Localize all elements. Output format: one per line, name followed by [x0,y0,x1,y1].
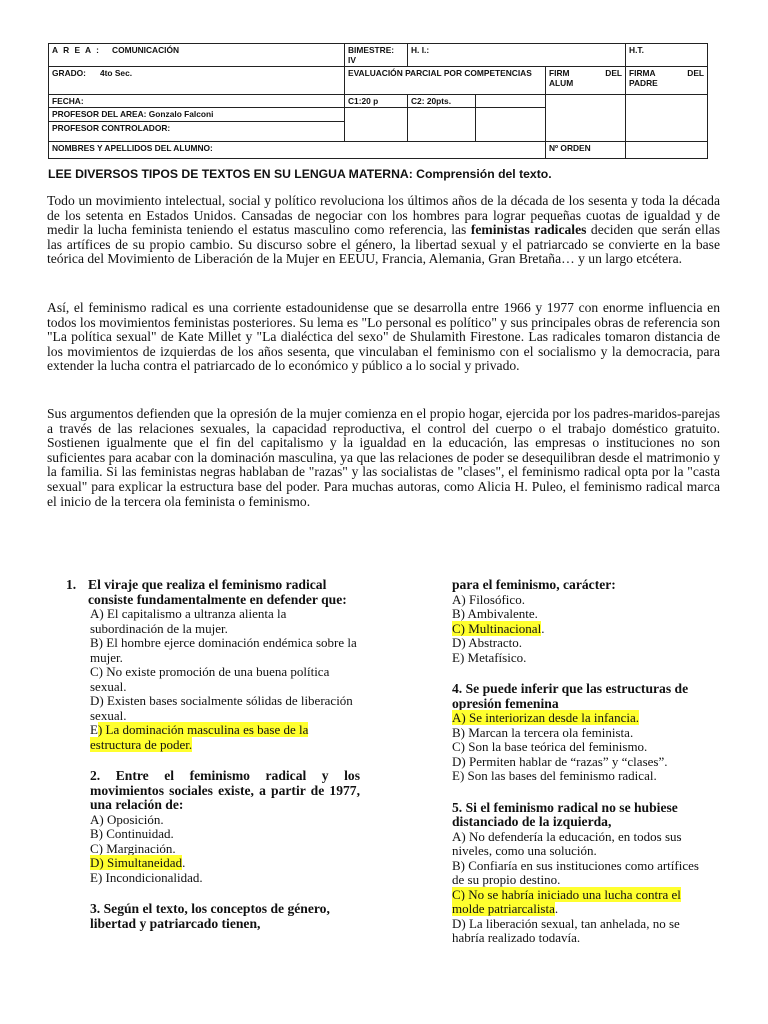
question-5-option-b: B) Confiaría en sus instituciones como artífices de su propio destino. [452,857,699,887]
question-2-option-c: C) Marginación. [90,840,176,856]
nombres-cell [49,142,546,159]
question-1-option-a: A) El capitalismo a ultranza alienta la subordinación de la mujer. [90,606,287,636]
profesor-controlador-label: PROFESOR CONTROLADOR: [52,123,171,133]
blank-cell-4 [345,108,408,142]
blank-cell-2 [546,95,626,142]
question-4-option-a-highlight: A) Se interiorizan desde la infancia. [452,710,639,725]
c2-label: C2: 20pts. [411,96,452,106]
c2-cell [408,95,476,108]
orden-cell [546,142,626,159]
question-5-option-c-end: . [554,901,559,916]
ht-label: H.T. [629,45,644,55]
question-3-stem: 3. Según el texto, los conceptos de género, libertad y patriarcado tienen, [90,901,330,931]
question-5 [452,801,714,946]
question-4-option-c: C) Son la base teórica del feminismo. [452,739,648,754]
question-2-option-b: B) Continuidad. [90,826,174,841]
question-1-stem [66,578,358,607]
question-2-option-d-highlight: D) Simultaneidad [90,855,183,870]
blank-cell-5 [408,108,476,142]
question-1-option-e-highlight: ) La dominación masculina es base de la estructura de poder. [90,722,309,752]
area-cell [49,44,345,67]
ht-cell [626,44,708,67]
question-2-option-e: E) Incondicionalidad. [90,869,203,885]
question-1-option-d: D) Existen bases socialmente sólidas de liberación sexual. [90,693,353,723]
question-1-option-b: B) El hombre ejerce dominación endémica sobre la mujer. [90,635,357,665]
grado-label: GRADO: [52,68,86,78]
evaluacion-cell [345,67,546,95]
question-2 [66,769,360,885]
blank-cell-6 [476,108,546,142]
question-2-option-d-end: . [182,855,186,870]
question-3-stem-continued: para el feminismo, carácter: [452,577,616,592]
question-5-option-a: A) No defendería la educación, en todos sus niveles, como una solución. [452,828,682,858]
question-5-option-d: D) La liberación sexual, tan anhelada, no se habría realizado todavía. [452,915,680,945]
question-5-option-c [452,888,714,917]
question-3-continued [452,578,722,665]
evaluacion-label: EVALUACIÓN PARCIAL POR COMPETENCIAS [348,68,532,78]
bimestre-label: BIMESTRE: [348,45,395,55]
firma-padre-label-2: DEL [687,68,705,78]
firma-alumno-label-3: ALUM [549,78,574,88]
blank-cell-3 [626,95,708,142]
area-label: A R E A : [52,45,101,55]
blank-cell-1 [476,95,546,108]
paragraph-1 [47,194,720,267]
orden-value-cell [626,142,708,159]
question-5-stem: 5. Si el feminismo radical no se hubiese distanciado de la izquierda, [452,799,678,829]
grado-value: 4to Sec. [99,68,133,78]
profesor-controlador-cell [49,122,345,142]
hi-label: H. I.: [411,45,430,55]
question-3-option-c-end: . [541,620,545,636]
grado-cell [49,67,345,95]
bimestre-value: IV [348,55,356,65]
question-4 [452,682,722,784]
question-1-option-c: C) No existe promoción de una buena política sexual. [90,664,330,694]
section-title: LEE DIVERSOS TIPOS DE TEXTOS EN SU LENGUA MATERNA: Comprensión del texto. [48,167,552,181]
question-3-option-b: B) Ambivalente. [452,606,538,621]
c1-label: C1:20 p [348,96,379,106]
firma-alumno-label-2: DEL [605,68,623,78]
question-1-text: El viraje que realiza el feminismo radical consiste fundamentalmente en defender que: [88,577,347,607]
question-3-option-c [452,622,722,637]
profesor-area-label: PROFESOR DEL AREA: Gonzalo Falconi [52,109,214,119]
question-2-option-a: A) Oposición. [90,811,164,827]
question-1-number: 1. [66,577,77,592]
bimestre-cell [345,44,408,67]
question-2-stem: 2. Entre el feminismo radical y los movimientos sociales existe, a partir de 1977, una relación de: [90,768,360,812]
paragraph-3: Sus argumentos defienden que la opresión de la mujer comienza en el propio hogar, ejercida por los padres-maridos-parejas a través de las relaciones sexuales, la capacidad reproductiva, el control del cuerpo o el trabajo doméstico gratuito. Sostienen igualmente que el fin del capitalismo y la igualdad en la educación, las empresas o instituciones no son suficientes para acabar con la dominación masculina, ya que las relaciones de poder se desequilibran desde el matrimonio y la familia. Si las feministas negras hablaban de "razas" y las socialistas de "clases", el feminismo radical opta por la "casta sexual" para explicar la estructura base del poder. Para muchas autoras, como Alicia H. Puleo, el feminismo radical marca el inicio de la tercera ola feminista o feminismo. [47,406,720,509]
orden-label: Nº ORDEN [549,143,591,153]
fecha-label: FECHA: [52,96,84,106]
question-1 [66,578,358,752]
question-4-option-e: E) Son las bases del feminismo radical. [452,768,657,783]
area-value: COMUNICACIÓN [112,45,180,55]
nombres-label: NOMBRES Y APELLIDOS DEL ALUMNO: [52,143,213,153]
firma-alumno-cell [546,67,626,95]
firma-padre-cell [626,67,708,95]
question-3-option-c-highlight: C) Multinacional [452,620,542,636]
question-4-option-a [452,711,722,726]
firma-padre-label-1: FIRMA [629,68,656,78]
hi-cell [408,44,626,67]
question-1-option-e-prefix: E [90,722,98,737]
paragraph-1-text-a: Todo un movimiento intelectual, social y político revoluciona los últimos años de la década de los sesenta y toda la década de los setenta en Estados Unidos. Cansadas de negociar con los hombres para lograr pequeñas cuotas de igualdad y de medir la lucha feminista teniendo el estatus masculino como referencia, las [47,193,720,238]
fecha-cell [49,95,345,108]
question-2-option-d [90,856,360,871]
question-3-option-e: E) Metafísico. [452,649,527,665]
question-5-option-c-highlight: C) No se habría iniciado una lucha contra el molde patriarcalista [452,886,681,916]
firma-alumno-label-1: FIRM [549,68,570,78]
question-4-stem: 4. Se puede inferir que las estructuras de opresión femenina [452,681,689,711]
c1-cell [345,95,408,108]
profesor-area-cell [49,108,345,122]
header-table [48,43,708,159]
questions-right-column [452,578,722,946]
question-3-option-d: D) Abstracto. [452,635,523,650]
question-1-option-e [90,723,358,752]
paragraph-2: Así, el feminismo radical es una corriente estadounidense que se desarrolla entre 1966 y 1977 con enorme influencia en todos los movimientos feministas posteriores. Su lema es "Lo personal es político" y sus principales obras de referencia son "La política sexual" de Kate Millet y "La dialéctica del sexo" de Shulamith Firestone. Las radicales tomaron distancia de los movimientos de izquierdas de los años sesenta, que vinculaban el feminismo con el socialismo y la democracia, para extender la lucha contra el patriarcado de lo económico y público a lo social y privado. [47,300,720,374]
question-4-option-d: D) Permiten hablar de “razas” y “clases”. [452,753,668,769]
firma-padre-label-3: PADRE [629,78,658,88]
paragraph-1-bold: feministas radicales [470,222,587,238]
paragraph-1-text-b: deciden que serán ellas las artífices de su propio cambio. Su discurso sobre el género, la libertad sexual y el patriarcado se convierte en la base teórica del Movimiento de Liberación de la Mujer en EEUU, Francia, Alemania, Gran Bretaña… y un largo etcétera. [47,222,720,267]
questions-left-column [66,578,358,931]
question-3-option-a: A) Filosófico. [452,591,525,607]
question-3-stem-block [66,902,352,931]
question-4-option-b: B) Marcan la tercera ola feminista. [452,724,634,740]
